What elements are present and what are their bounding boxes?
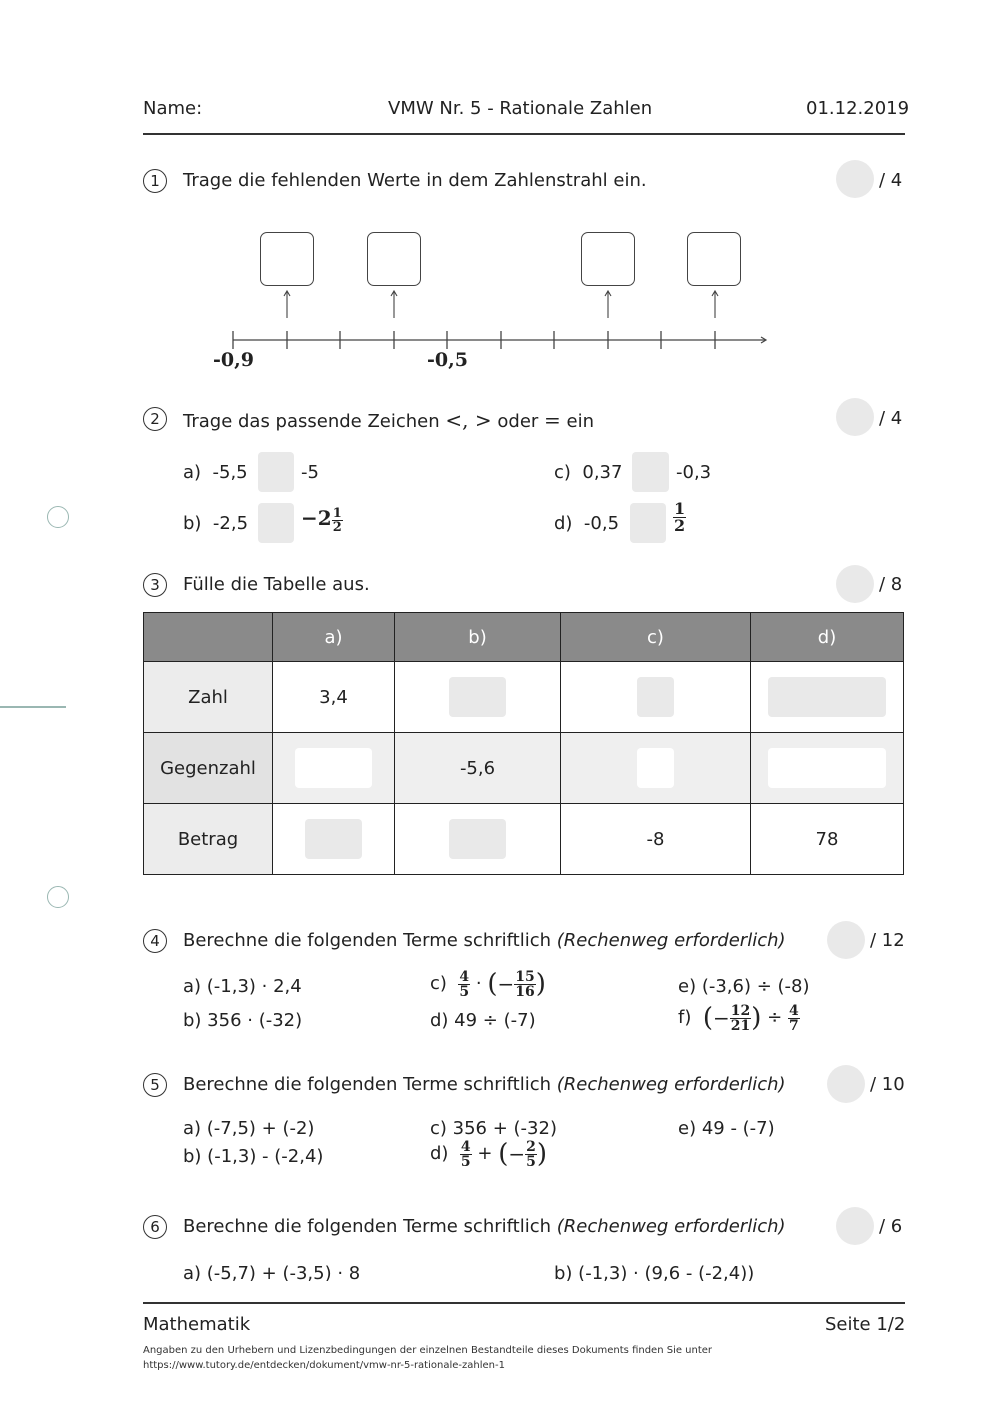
table-cell [273, 733, 395, 804]
score-max: / 8 [879, 574, 903, 595]
compare-item: a) -5,5 [183, 462, 248, 483]
page-title: VMW Nr. 5 - Rationale Zahlen [388, 98, 653, 119]
numberline-label: -0,9 [213, 349, 254, 371]
clipped-terms [0, 1262, 1000, 1281]
task-number: 4 [143, 929, 167, 953]
punch-hole-top [47, 506, 69, 528]
table-cell: 78 [751, 804, 904, 875]
answer-gap[interactable] [632, 452, 669, 492]
score-max: / 6 [879, 1216, 903, 1237]
table-header [144, 613, 273, 662]
term-item: b) (-1,3) - (-2,4) [183, 1146, 324, 1167]
answer-box[interactable] [687, 232, 741, 286]
score-max: / 12 [870, 930, 905, 951]
row-label: Betrag [144, 804, 273, 875]
answer-gap[interactable] [630, 503, 666, 543]
row-label: Gegenzahl [144, 733, 273, 804]
term-item: b) 356 · (-32) [183, 1010, 303, 1031]
term-item: a) (-5,7) + (-3,5) · 8 [183, 1263, 361, 1281]
compare-item: d) -0,5 [554, 513, 620, 534]
task-number: 1 [143, 169, 167, 193]
score-field[interactable] [827, 921, 865, 959]
task-title: Fülle die Tabelle aus. [183, 574, 370, 595]
task-number: 2 [143, 407, 167, 431]
answer-gap[interactable] [305, 819, 362, 859]
term-item: c) 356 + (-32) [430, 1118, 557, 1139]
task-title: Trage die fehlenden Werte in dem Zahlenstrahl ein. [183, 170, 647, 191]
table-cell [751, 733, 904, 804]
number-table [143, 612, 904, 875]
task-title: Berechne die folgenden Terme schriftlich (Rechenweg erforderlich) [183, 930, 786, 951]
term-item: f) (− $\frac{12}{21}$ ) ÷ $\frac{4}{7}$ [678, 1002, 799, 1034]
answer-gap[interactable] [768, 748, 886, 788]
answer-box[interactable] [260, 232, 314, 286]
header-rule [143, 133, 905, 135]
punch-hole-bottom [47, 886, 69, 908]
table-cell [751, 662, 904, 733]
answer-gap[interactable] [449, 677, 506, 717]
score-field[interactable] [827, 1065, 865, 1103]
table-header: b) [395, 613, 561, 662]
compare-value: -0,3 [676, 462, 712, 483]
table-row [144, 804, 904, 875]
term-item: e) 49 - (-7) [678, 1118, 775, 1139]
answer-box[interactable] [367, 232, 421, 286]
score-field[interactable] [836, 565, 874, 603]
score-field[interactable] [836, 160, 874, 198]
score-field[interactable] [836, 1207, 874, 1245]
table-header: d) [751, 613, 904, 662]
score-max: / 4 [879, 170, 903, 191]
name-label: Name: [143, 98, 203, 119]
table-row [144, 662, 904, 733]
task-number: 5 [143, 1073, 167, 1097]
score-max: / 4 [879, 408, 903, 429]
answer-gap[interactable] [258, 503, 294, 543]
task-title: Berechne die folgenden Terme schriftlich (Rechenweg erforderlich) [183, 1216, 786, 1237]
answer-gap[interactable] [637, 748, 674, 788]
answer-gap[interactable] [295, 748, 372, 788]
compare-item: b) -2,5 [183, 513, 249, 534]
table-cell [561, 733, 751, 804]
compare-value: -5 [301, 462, 319, 483]
answer-gap[interactable] [449, 819, 506, 859]
answer-gap[interactable] [768, 677, 886, 717]
row-label: Zahl [144, 662, 273, 733]
footer-page: Seite 1/2 [825, 1314, 906, 1335]
answer-box[interactable] [581, 232, 635, 286]
term-item: d) $\frac{4}{5}$ + (− $\frac{2}{5}$ ) [430, 1138, 548, 1170]
table-header: a) [273, 613, 395, 662]
number-line [200, 280, 780, 350]
table-cell [273, 804, 395, 875]
score-max: / 10 [870, 1074, 905, 1095]
task-title: Trage das passende Zeichen <, > oder = ein [183, 408, 595, 432]
license-note: Angaben zu den Urhebern und Lizenzbedingungen der einzelnen Bestandteile dieses Dokuments finden Sie unter [143, 1345, 713, 1356]
term-item: d) 49 ÷ (-7) [430, 1010, 536, 1031]
table-cell: -8 [561, 804, 751, 875]
footer-subject: Mathematik [143, 1314, 251, 1335]
table-row [144, 733, 904, 804]
answer-gap[interactable] [258, 452, 294, 492]
task-number: 3 [143, 573, 167, 597]
score-field[interactable] [836, 398, 874, 436]
table-cell [395, 804, 561, 875]
fold-mark [0, 706, 66, 708]
license-url[interactable]: https://www.tutory.de/entdecken/dokument/vmw-nr-5-rationale-zahlen-1 [143, 1360, 505, 1371]
answer-gap[interactable] [637, 677, 674, 717]
task-title: Berechne die folgenden Terme schriftlich (Rechenweg erforderlich) [183, 1074, 786, 1095]
table-cell: 3,4 [273, 662, 395, 733]
table-cell: -5,6 [395, 733, 561, 804]
term-item: b) (-1,3) · (9,6 - (-2,4)) [554, 1263, 755, 1281]
task-number: 6 [143, 1215, 167, 1239]
table-cell [395, 662, 561, 733]
term-item: a) (-7,5) + (-2) [183, 1118, 315, 1139]
term-item: c) $\frac{4}{5}$ · (− $\frac{15}{16}$ ) [430, 968, 546, 1000]
compare-item: c) 0,37 [554, 462, 623, 483]
table-cell [561, 662, 751, 733]
term-item: a) (-1,3) · 2,4 [183, 976, 302, 997]
table-header: c) [561, 613, 751, 662]
term-item: e) (-3,6) ÷ (-8) [678, 976, 810, 997]
numberline-label: -0,5 [427, 349, 468, 371]
footer-rule [143, 1302, 905, 1304]
compare-value: −2 $\frac{1}{2}$ [301, 505, 342, 535]
date: 01.12.2019 [806, 98, 910, 119]
compare-value: $\frac{1}{2}$ [674, 499, 686, 535]
